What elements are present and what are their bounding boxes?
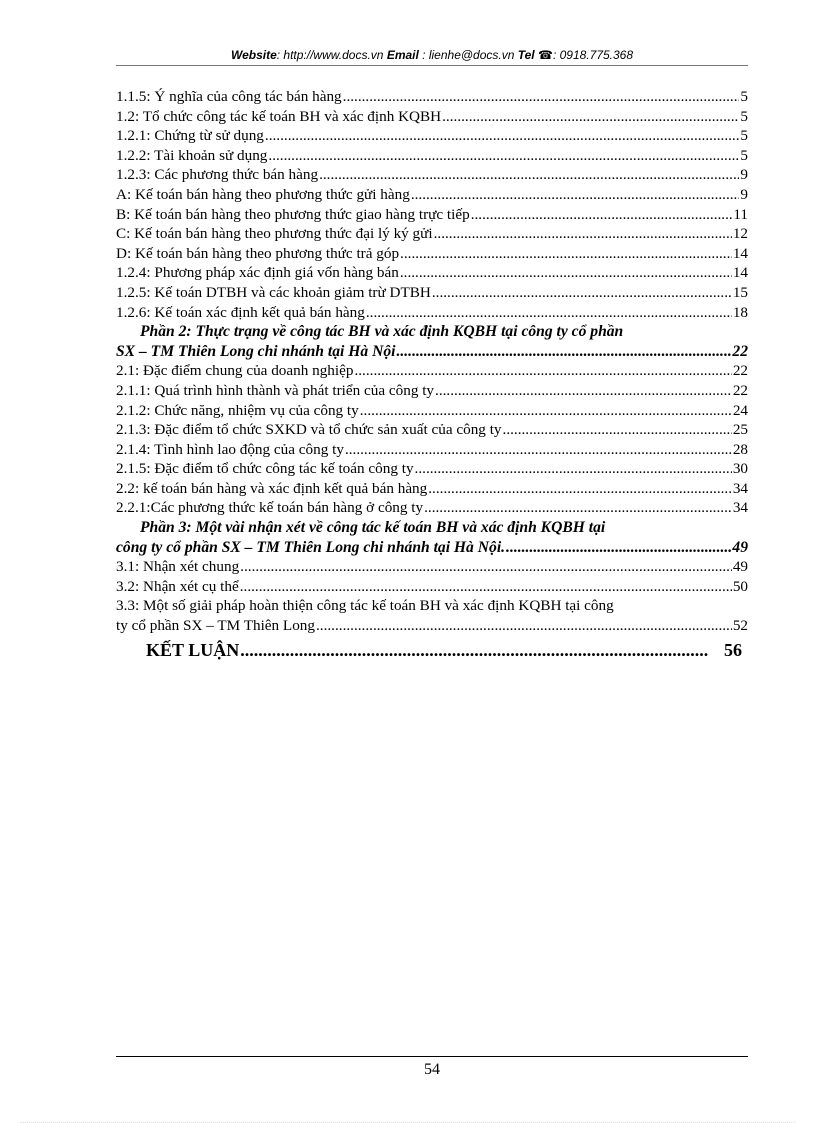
toc-entry-page: 11 [733, 205, 748, 223]
toc-entry-page: 14 [732, 264, 748, 282]
toc-leader [240, 557, 732, 577]
toc-entry [116, 263, 748, 283]
website-label: Website [230, 48, 277, 62]
tel-value: : 0918.775.368 [552, 48, 634, 62]
toc-part-2-line-1: Phần 2: Thực trạng về công tác BH và xác định KQBH tại công ty cổ phần [140, 323, 624, 341]
toc-entry-page: 49 [732, 558, 748, 576]
toc-entry-page: 15 [732, 283, 748, 301]
header-divider [116, 65, 748, 66]
tel-label: Tel [517, 48, 535, 62]
footer-divider [116, 1056, 748, 1057]
toc-leader [240, 577, 732, 597]
toc-entry [116, 283, 748, 303]
toc-entry [116, 557, 748, 577]
toc-entry-title: 1.2.3: Các phương thức bán hàng [116, 166, 319, 184]
toc-entry [116, 146, 748, 166]
email-value: : lienhe@docs.vn [422, 48, 515, 62]
toc-entry-page: 28 [732, 440, 748, 458]
toc-entry-title: 2.1.5: Đặc điểm tổ chức công tác kế toán công ty [116, 460, 414, 478]
toc-entry [116, 224, 748, 244]
toc-leader [360, 401, 732, 421]
toc-entry-page: 50 [732, 577, 748, 595]
toc-leader [319, 165, 739, 185]
toc-leader [411, 185, 740, 205]
toc-entry-title: A: Kế toán bán hàng theo phương thức gửi hàng [116, 185, 410, 203]
toc-entry [116, 420, 748, 440]
toc-leader [428, 479, 732, 499]
toc-entry [116, 205, 748, 225]
toc-entry-title: D: Kế toán bán hàng theo phương thức trả góp [116, 244, 400, 262]
toc-entry-page: 5 [740, 146, 748, 164]
toc-leader [471, 205, 733, 225]
toc-entry-title: 2.2.1:Các phương thức kế toán bán hàng ở công ty [116, 499, 424, 517]
toc-entry-title: 3.1: Nhận xét chung [116, 558, 240, 576]
toc-leader [434, 224, 732, 244]
toc-leader [343, 87, 740, 107]
toc-entry-3-3-line-2 [116, 616, 748, 636]
toc-entry [116, 479, 748, 499]
toc-entry-page: 24 [732, 401, 748, 419]
toc-entry-page: 34 [732, 499, 748, 517]
toc-entry-page: 5 [740, 127, 748, 145]
toc-section-3 [116, 557, 748, 596]
toc-entry-page: 14 [732, 244, 748, 262]
toc-entry-page: 25 [732, 421, 748, 439]
email-label: Email [386, 48, 419, 62]
toc-entry-page: 9 [740, 166, 748, 184]
toc-leader [432, 283, 732, 303]
page-number: 54 [424, 1061, 440, 1078]
toc-leader [400, 263, 732, 283]
toc-entry-title: C: Kế toán bán hàng theo phương thức đại lý ký gửi [116, 225, 433, 243]
toc-part-2-page: 22 [732, 342, 748, 360]
toc-entry-page: 30 [732, 460, 748, 478]
toc-part-3-page: 49 [732, 538, 748, 556]
toc-entry-title: 2.2: kế toán bán hàng và xác định kết quả bán hàng [116, 479, 428, 497]
toc-leader [435, 381, 732, 401]
phone-icon: ☎ [538, 48, 553, 62]
toc-entry [116, 87, 748, 107]
toc-entry [116, 107, 748, 127]
toc-entry-page: 52 [732, 617, 748, 635]
toc-entry-title: 1.2.1: Chứng từ sử dụng [116, 127, 264, 145]
toc-part-3-line-1: Phần 3: Một vài nhận xét về công tác kế toán BH và xác định KQBH tại [140, 519, 606, 537]
toc-entry [116, 303, 748, 323]
table-of-contents [116, 87, 748, 662]
toc-entry-page: 34 [732, 479, 748, 497]
toc-entry-title: 1.2: Tổ chức công tác kế toán BH và xác định KQBH [116, 107, 442, 125]
toc-entry-title: 2.1.1: Quá trình hình thành và phát triển của công ty [116, 381, 435, 399]
toc-entry-title: 1.2.2: Tài khoản sử dụng [116, 146, 268, 164]
toc-entry-page: 5 [740, 107, 748, 125]
toc-entry-title: 3.2: Nhận xét cụ thể [116, 577, 239, 595]
toc-part-3-title: công ty cổ phần SX – TM Thiên Long chi nhánh tại Hà Nội. [116, 538, 506, 556]
toc-entry-title: 1.2.5: Kế toán DTBH và các khoản giảm trừ DTBH [116, 283, 431, 301]
website-value: : http://www.docs.vn [276, 48, 384, 62]
toc-section-2 [116, 361, 748, 518]
toc-part-3-line-2 [116, 538, 748, 558]
toc-entry-title: 1.2.4: Phương pháp xác định giá vốn hàng bán [116, 264, 399, 282]
toc-conclusion [116, 638, 748, 662]
toc-leader [265, 126, 740, 146]
toc-leader [506, 538, 731, 558]
toc-entry [116, 381, 748, 401]
toc-entry [116, 498, 748, 518]
page-header [116, 46, 748, 64]
toc-entry [116, 165, 748, 185]
toc-leader [424, 498, 732, 518]
toc-leader [400, 244, 732, 264]
toc-entry-title: 2.1.3: Đặc điểm tổ chức SXKD và tổ chức sản xuất của công ty [116, 421, 502, 439]
toc-entry [116, 185, 748, 205]
toc-entry-title: B: Kế toán bán hàng theo phương thức giao hàng trực tiếp [116, 205, 470, 223]
toc-leader [354, 361, 731, 381]
toc-leader [316, 616, 732, 636]
toc-leader [268, 146, 739, 166]
toc-leader [366, 303, 732, 323]
toc-entry-3-3 [116, 596, 748, 635]
toc-part-3-heading [116, 518, 748, 557]
toc-entry [116, 440, 748, 460]
toc-leader [240, 638, 709, 662]
toc-leader [415, 459, 732, 479]
toc-entry-page: 18 [732, 303, 748, 321]
toc-part-2-heading [116, 322, 748, 361]
toc-conclusion-page: 56 [724, 639, 742, 660]
toc-entry-3-3-line-1: 3.3: Một số giải pháp hoàn thiện công tác kế toán BH và xác định KQBH tại công [116, 597, 614, 615]
toc-entry [116, 459, 748, 479]
toc-entry [116, 244, 748, 264]
toc-conclusion-title: KẾT LUẬN [146, 639, 240, 660]
toc-section-1 [116, 87, 748, 322]
toc-leader [503, 420, 732, 440]
toc-entry-page: 22 [732, 362, 748, 380]
toc-entry-title: 2.1.2: Chức năng, nhiệm vụ của công ty [116, 401, 359, 419]
toc-entry [116, 401, 748, 421]
toc-part-2-line-2 [116, 342, 748, 362]
toc-entry-page: 22 [732, 381, 748, 399]
toc-entry-title: 2.1: Đặc điểm chung của doanh nghiệp [116, 362, 354, 380]
toc-entry-page: 9 [740, 185, 748, 203]
toc-part-2-title: SX – TM Thiên Long chi nhánh tại Hà Nội [116, 342, 396, 360]
toc-entry-title: 2.1.4: Tình hình lao động của công ty [116, 440, 344, 458]
toc-leader [442, 107, 739, 127]
toc-entry-title: 1.1.5: Ý nghĩa của công tác bán hàng [116, 88, 342, 105]
toc-entry-page: 5 [740, 88, 748, 105]
toc-entry [116, 577, 748, 597]
toc-leader [345, 440, 732, 460]
toc-entry [116, 126, 748, 146]
toc-leader [396, 342, 731, 362]
toc-entry [116, 361, 748, 381]
toc-entry-page: 12 [732, 225, 748, 243]
toc-entry-title: 1.2.6: Kế toán xác định kết quả bán hàng [116, 303, 365, 321]
toc-entry-title: ty cổ phần SX – TM Thiên Long [116, 617, 315, 635]
